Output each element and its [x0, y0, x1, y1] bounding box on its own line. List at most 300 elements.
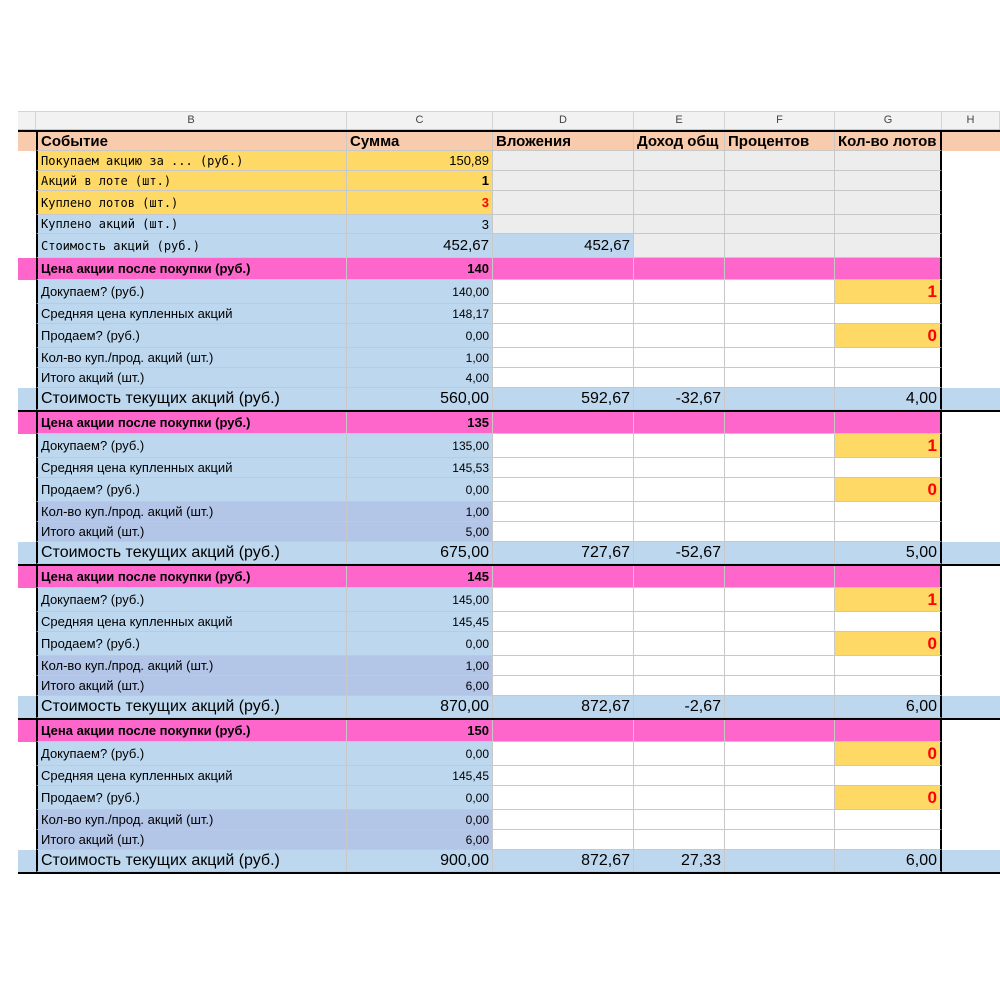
- cell-d[interactable]: [493, 368, 634, 388]
- cell-h[interactable]: [942, 478, 1000, 502]
- cell-d[interactable]: [493, 830, 634, 850]
- total-value[interactable]: 900,00: [347, 850, 493, 872]
- detail-flag[interactable]: [835, 348, 942, 368]
- detail-flag[interactable]: 0: [835, 478, 942, 502]
- cell-h[interactable]: [942, 676, 1000, 696]
- detail-flag[interactable]: 0: [835, 324, 942, 348]
- cell-f[interactable]: [725, 151, 835, 171]
- cell-f[interactable]: [725, 478, 835, 502]
- cell-h[interactable]: [942, 348, 1000, 368]
- detail-flag[interactable]: [835, 676, 942, 696]
- cell-g[interactable]: [835, 412, 942, 434]
- total-row: [18, 542, 1000, 566]
- cell-e[interactable]: [634, 151, 725, 171]
- cell-e[interactable]: [634, 280, 725, 304]
- initial-row: [18, 215, 1000, 234]
- total-income[interactable]: 27,33: [634, 850, 725, 872]
- detail-value[interactable]: 0,00: [347, 742, 493, 766]
- detail-value[interactable]: 1,00: [347, 656, 493, 676]
- cell-e[interactable]: [634, 786, 725, 810]
- detail-value[interactable]: 140,00: [347, 280, 493, 304]
- total-label[interactable]: Стоимость текущих акций (руб.): [36, 542, 347, 564]
- detail-value[interactable]: 4,00: [347, 368, 493, 388]
- gutter: [18, 720, 36, 742]
- detail-value[interactable]: 148,17: [347, 304, 493, 324]
- gutter: [18, 215, 36, 234]
- detail-flag[interactable]: [835, 502, 942, 522]
- cell-f[interactable]: [725, 191, 835, 215]
- cell-h[interactable]: [942, 304, 1000, 324]
- gutter: [18, 830, 36, 850]
- cell-h[interactable]: [942, 612, 1000, 632]
- cell-e[interactable]: [634, 258, 725, 280]
- cell-h[interactable]: [942, 588, 1000, 612]
- cell-h[interactable]: [942, 280, 1000, 304]
- detail-row: [18, 588, 1000, 612]
- cell-e[interactable]: [634, 830, 725, 850]
- detail-value[interactable]: 145,45: [347, 766, 493, 786]
- cell-h[interactable]: [942, 191, 1000, 215]
- detail-label[interactable]: Докупаем? (руб.): [36, 434, 347, 458]
- cell-e[interactable]: [634, 522, 725, 542]
- cell-h[interactable]: [942, 830, 1000, 850]
- cell-f[interactable]: [725, 656, 835, 676]
- cell-h[interactable]: [942, 388, 1000, 410]
- cell-d[interactable]: [493, 612, 634, 632]
- detail-value[interactable]: 145,00: [347, 588, 493, 612]
- detail-value[interactable]: 0,00: [347, 632, 493, 656]
- detail-value[interactable]: 5,00: [347, 522, 493, 542]
- detail-row: [18, 612, 1000, 632]
- total-value[interactable]: 675,00: [347, 542, 493, 564]
- cell-e[interactable]: [634, 324, 725, 348]
- total-label[interactable]: Стоимость текущих акций (руб.): [36, 850, 347, 872]
- detail-label[interactable]: Продаем? (руб.): [36, 478, 347, 502]
- cell-h[interactable]: [942, 786, 1000, 810]
- total-value[interactable]: 870,00: [347, 696, 493, 718]
- cell-f[interactable]: [725, 348, 835, 368]
- cell-d[interactable]: [493, 766, 634, 786]
- detail-row: [18, 766, 1000, 786]
- initial-label[interactable]: Куплено лотов (шт.): [36, 191, 347, 215]
- cell-h[interactable]: [942, 234, 1000, 258]
- detail-flag[interactable]: [835, 522, 942, 542]
- cell-h[interactable]: [942, 502, 1000, 522]
- gutter: [18, 151, 36, 171]
- detail-label[interactable]: Итого акций (шт.): [36, 522, 347, 542]
- column-header-b[interactable]: B: [36, 112, 347, 129]
- gutter: [18, 566, 36, 588]
- detail-flag[interactable]: 0: [835, 632, 942, 656]
- detail-row: [18, 522, 1000, 542]
- gutter: [18, 258, 36, 280]
- cell-g[interactable]: [835, 258, 942, 280]
- cell-f[interactable]: [725, 676, 835, 696]
- cell-f[interactable]: [725, 830, 835, 850]
- cell-h[interactable]: [942, 412, 1000, 434]
- price-label[interactable]: Цена акции после покупки (руб.): [36, 720, 347, 742]
- cell-f[interactable]: [725, 522, 835, 542]
- gutter: [18, 434, 36, 458]
- detail-label[interactable]: Кол-во куп./прод. акций (шт.): [36, 810, 347, 830]
- cell-f[interactable]: [725, 502, 835, 522]
- cell-h[interactable]: [942, 368, 1000, 388]
- detail-flag[interactable]: [835, 458, 942, 478]
- detail-flag[interactable]: 1: [835, 280, 942, 304]
- gutter: [18, 588, 36, 612]
- detail-flag[interactable]: [835, 830, 942, 850]
- detail-value[interactable]: 135,00: [347, 434, 493, 458]
- cell-d[interactable]: [493, 502, 634, 522]
- initial-invest[interactable]: [493, 215, 634, 234]
- cell-d[interactable]: [493, 522, 634, 542]
- cell-h[interactable]: [942, 151, 1000, 171]
- detail-label[interactable]: Продаем? (руб.): [36, 632, 347, 656]
- detail-label[interactable]: Итого акций (шт.): [36, 368, 347, 388]
- gutter: [18, 132, 36, 151]
- detail-value[interactable]: 0,00: [347, 810, 493, 830]
- cell-f[interactable]: [725, 324, 835, 348]
- initial-invest[interactable]: [493, 171, 634, 191]
- cell-g[interactable]: [835, 215, 942, 234]
- gutter: [18, 324, 36, 348]
- gutter: [18, 810, 36, 830]
- detail-value[interactable]: 1,00: [347, 502, 493, 522]
- detail-label[interactable]: Итого акций (шт.): [36, 830, 347, 850]
- cell-h[interactable]: [942, 542, 1000, 564]
- initial-label[interactable]: Куплено акций (шт.): [36, 215, 347, 234]
- price-label[interactable]: Цена акции после покупки (руб.): [36, 566, 347, 588]
- price-value[interactable]: 135: [347, 412, 493, 434]
- cell-h[interactable]: [942, 324, 1000, 348]
- detail-label[interactable]: Продаем? (руб.): [36, 324, 347, 348]
- gutter: [18, 348, 36, 368]
- cell-h[interactable]: [942, 171, 1000, 191]
- total-invest[interactable]: 592,67: [493, 388, 634, 410]
- cell-d[interactable]: [493, 566, 634, 588]
- total-percent[interactable]: [725, 388, 835, 410]
- cell-f[interactable]: [725, 566, 835, 588]
- total-lots[interactable]: 6,00: [835, 850, 942, 872]
- detail-row: [18, 830, 1000, 850]
- price-value[interactable]: 150: [347, 720, 493, 742]
- cell-h[interactable]: [942, 850, 1000, 872]
- detail-row: [18, 304, 1000, 324]
- cell-d[interactable]: [493, 632, 634, 656]
- price-row: [18, 258, 1000, 280]
- detail-label[interactable]: Докупаем? (руб.): [36, 742, 347, 766]
- initial-value[interactable]: 150,89: [347, 151, 493, 171]
- detail-flag[interactable]: 1: [835, 434, 942, 458]
- detail-flag[interactable]: [835, 368, 942, 388]
- initial-label[interactable]: Акций в лоте (шт.): [36, 171, 347, 191]
- cell-d[interactable]: [493, 742, 634, 766]
- detail-label[interactable]: Продаем? (руб.): [36, 786, 347, 810]
- initial-value[interactable]: 452,67: [347, 234, 493, 258]
- cell-h[interactable]: [942, 810, 1000, 830]
- detail-value[interactable]: 6,00: [347, 676, 493, 696]
- cell-f[interactable]: [725, 458, 835, 478]
- detail-flag[interactable]: [835, 304, 942, 324]
- cell-h[interactable]: [942, 215, 1000, 234]
- initial-value[interactable]: 3: [347, 191, 493, 215]
- cell-f[interactable]: [725, 280, 835, 304]
- price-value[interactable]: 140: [347, 258, 493, 280]
- corner-cell[interactable]: [18, 112, 36, 129]
- cell-d[interactable]: [493, 458, 634, 478]
- header-row: [18, 130, 1000, 151]
- cell-e[interactable]: [634, 434, 725, 458]
- detail-flag[interactable]: 0: [835, 786, 942, 810]
- detail-label[interactable]: Итого акций (шт.): [36, 676, 347, 696]
- cell-d[interactable]: [493, 280, 634, 304]
- total-label[interactable]: Стоимость текущих акций (руб.): [36, 388, 347, 410]
- detail-row: [18, 742, 1000, 766]
- column-header-g[interactable]: G: [835, 112, 942, 129]
- detail-label[interactable]: Средняя цена купленных акций: [36, 304, 347, 324]
- cell-f[interactable]: [725, 786, 835, 810]
- detail-value[interactable]: 145,53: [347, 458, 493, 478]
- detail-label[interactable]: Кол-во куп./прод. акций (шт.): [36, 348, 347, 368]
- header-sum[interactable]: Сумма: [347, 132, 493, 151]
- cell-e[interactable]: [634, 215, 725, 234]
- detail-label[interactable]: Средняя цена купленных акций: [36, 766, 347, 786]
- cell-f[interactable]: [725, 258, 835, 280]
- detail-flag[interactable]: 0: [835, 742, 942, 766]
- header-invest[interactable]: Вложения: [493, 132, 634, 151]
- cell-d[interactable]: [493, 304, 634, 324]
- total-value[interactable]: 560,00: [347, 388, 493, 410]
- cell-f[interactable]: [725, 632, 835, 656]
- cell-d[interactable]: [493, 324, 634, 348]
- cell-g[interactable]: [835, 151, 942, 171]
- detail-row: [18, 280, 1000, 304]
- total-invest[interactable]: 872,67: [493, 850, 634, 872]
- cell-h[interactable]: [942, 742, 1000, 766]
- detail-label[interactable]: Средняя цена купленных акций: [36, 612, 347, 632]
- gutter: [18, 632, 36, 656]
- cell-h[interactable]: [942, 434, 1000, 458]
- gutter: [18, 696, 36, 718]
- cell-d[interactable]: [493, 676, 634, 696]
- cell-f[interactable]: [725, 171, 835, 191]
- initial-value[interactable]: 1: [347, 171, 493, 191]
- cell-e[interactable]: [634, 676, 725, 696]
- cell-h[interactable]: [942, 656, 1000, 676]
- detail-row: [18, 786, 1000, 810]
- initial-label[interactable]: Стоимость акций (руб.): [36, 234, 347, 258]
- price-row: [18, 566, 1000, 588]
- total-percent[interactable]: [725, 850, 835, 872]
- cell-e[interactable]: [634, 742, 725, 766]
- gutter: [18, 742, 36, 766]
- cell-h[interactable]: [942, 766, 1000, 786]
- column-header-f[interactable]: F: [725, 112, 835, 129]
- total-invest[interactable]: 727,67: [493, 542, 634, 564]
- cell-e[interactable]: [634, 171, 725, 191]
- price-row: [18, 412, 1000, 434]
- column-header-c[interactable]: C: [347, 112, 493, 129]
- cell-g[interactable]: [835, 234, 942, 258]
- cell-e[interactable]: [634, 588, 725, 612]
- cell-d[interactable]: [493, 258, 634, 280]
- detail-flag[interactable]: 1: [835, 588, 942, 612]
- cell-h[interactable]: [942, 566, 1000, 588]
- detail-value[interactable]: 0,00: [347, 478, 493, 502]
- cell-d[interactable]: [493, 786, 634, 810]
- cell-e[interactable]: [634, 348, 725, 368]
- cell-f[interactable]: [725, 766, 835, 786]
- cell-g[interactable]: [835, 720, 942, 742]
- cell-f[interactable]: [725, 234, 835, 258]
- detail-row: [18, 502, 1000, 522]
- total-percent[interactable]: [725, 696, 835, 718]
- total-row: [18, 696, 1000, 720]
- detail-flag[interactable]: [835, 810, 942, 830]
- detail-value[interactable]: 0,00: [347, 324, 493, 348]
- detail-row: [18, 478, 1000, 502]
- cell-e[interactable]: [634, 766, 725, 786]
- cell-f[interactable]: [725, 368, 835, 388]
- gutter: [18, 612, 36, 632]
- initial-row: [18, 171, 1000, 191]
- initial-invest[interactable]: [493, 191, 634, 215]
- total-income[interactable]: -52,67: [634, 542, 725, 564]
- column-header-h[interactable]: H: [942, 112, 1000, 129]
- cell-f[interactable]: [725, 304, 835, 324]
- cell-h[interactable]: [942, 522, 1000, 542]
- cell-f[interactable]: [725, 810, 835, 830]
- header-lots[interactable]: Кол-во лотов: [835, 132, 942, 151]
- cell-d[interactable]: [493, 720, 634, 742]
- price-value[interactable]: 145: [347, 566, 493, 588]
- cell-e[interactable]: [634, 810, 725, 830]
- cell-e[interactable]: [634, 412, 725, 434]
- cell-e[interactable]: [634, 612, 725, 632]
- detail-value[interactable]: 6,00: [347, 830, 493, 850]
- cell-d[interactable]: [493, 412, 634, 434]
- total-lots[interactable]: 4,00: [835, 388, 942, 410]
- cell-d[interactable]: [493, 348, 634, 368]
- cell-h[interactable]: [942, 132, 1000, 151]
- gutter: [18, 850, 36, 872]
- cell-e[interactable]: [634, 632, 725, 656]
- initial-label[interactable]: Покупаем акцию за ... (руб.): [36, 151, 347, 171]
- cell-g[interactable]: [835, 191, 942, 215]
- initial-row: [18, 191, 1000, 215]
- detail-value[interactable]: 1,00: [347, 348, 493, 368]
- cell-g[interactable]: [835, 566, 942, 588]
- price-label[interactable]: Цена акции после покупки (руб.): [36, 412, 347, 434]
- detail-row: [18, 632, 1000, 656]
- detail-row: [18, 324, 1000, 348]
- cell-d[interactable]: [493, 656, 634, 676]
- header-percent[interactable]: Процентов: [725, 132, 835, 151]
- cell-e[interactable]: [634, 720, 725, 742]
- detail-value[interactable]: 145,45: [347, 612, 493, 632]
- total-invest[interactable]: 872,67: [493, 696, 634, 718]
- cell-h[interactable]: [942, 258, 1000, 280]
- cell-h[interactable]: [942, 632, 1000, 656]
- initial-invest[interactable]: [493, 151, 634, 171]
- gutter: [18, 368, 36, 388]
- gutter: [18, 304, 36, 324]
- initial-row: [18, 151, 1000, 171]
- cell-f[interactable]: [725, 215, 835, 234]
- cell-e[interactable]: [634, 234, 725, 258]
- detail-row: [18, 810, 1000, 830]
- cell-e[interactable]: [634, 502, 725, 522]
- cell-f[interactable]: [725, 588, 835, 612]
- cell-e[interactable]: [634, 478, 725, 502]
- cell-e[interactable]: [634, 656, 725, 676]
- detail-row: [18, 434, 1000, 458]
- cell-d[interactable]: [493, 588, 634, 612]
- header-income[interactable]: Доход общ: [634, 132, 725, 151]
- detail-value[interactable]: 0,00: [347, 786, 493, 810]
- initial-value[interactable]: 3: [347, 215, 493, 234]
- cell-d[interactable]: [493, 810, 634, 830]
- cell-f[interactable]: [725, 434, 835, 458]
- gutter: [18, 786, 36, 810]
- detail-row: [18, 676, 1000, 696]
- gutter: [18, 656, 36, 676]
- column-header-d[interactable]: D: [493, 112, 634, 129]
- cell-e[interactable]: [634, 191, 725, 215]
- detail-label[interactable]: Докупаем? (руб.): [36, 588, 347, 612]
- cell-e[interactable]: [634, 566, 725, 588]
- total-label[interactable]: Стоимость текущих акций (руб.): [36, 696, 347, 718]
- cell-h[interactable]: [942, 720, 1000, 742]
- total-income[interactable]: -2,67: [634, 696, 725, 718]
- gutter: [18, 171, 36, 191]
- initial-section: [18, 151, 1000, 258]
- cell-f[interactable]: [725, 612, 835, 632]
- price-label[interactable]: Цена акции после покупки (руб.): [36, 258, 347, 280]
- total-lots[interactable]: 6,00: [835, 696, 942, 718]
- gutter: [18, 234, 36, 258]
- detail-row: [18, 458, 1000, 478]
- cell-d[interactable]: [493, 434, 634, 458]
- gutter: [18, 502, 36, 522]
- cell-e[interactable]: [634, 368, 725, 388]
- cell-f[interactable]: [725, 742, 835, 766]
- cell-f[interactable]: [725, 412, 835, 434]
- detail-flag[interactable]: [835, 766, 942, 786]
- cell-h[interactable]: [942, 696, 1000, 718]
- cell-e[interactable]: [634, 458, 725, 478]
- detail-label[interactable]: Кол-во куп./прод. акций (шт.): [36, 502, 347, 522]
- total-lots[interactable]: 5,00: [835, 542, 942, 564]
- cell-f[interactable]: [725, 720, 835, 742]
- gutter: [18, 676, 36, 696]
- column-header-e[interactable]: E: [634, 112, 725, 129]
- detail-flag[interactable]: [835, 656, 942, 676]
- gutter: [18, 458, 36, 478]
- cell-d[interactable]: [493, 478, 634, 502]
- detail-label[interactable]: Докупаем? (руб.): [36, 280, 347, 304]
- cell-h[interactable]: [942, 458, 1000, 478]
- header-event[interactable]: Событие: [36, 132, 347, 151]
- cell-e[interactable]: [634, 304, 725, 324]
- total-percent[interactable]: [725, 542, 835, 564]
- total-income[interactable]: -32,67: [634, 388, 725, 410]
- detail-flag[interactable]: [835, 612, 942, 632]
- initial-invest[interactable]: 452,67: [493, 234, 634, 258]
- detail-label[interactable]: Кол-во куп./прод. акций (шт.): [36, 656, 347, 676]
- cell-g[interactable]: [835, 171, 942, 191]
- detail-label[interactable]: Средняя цена купленных акций: [36, 458, 347, 478]
